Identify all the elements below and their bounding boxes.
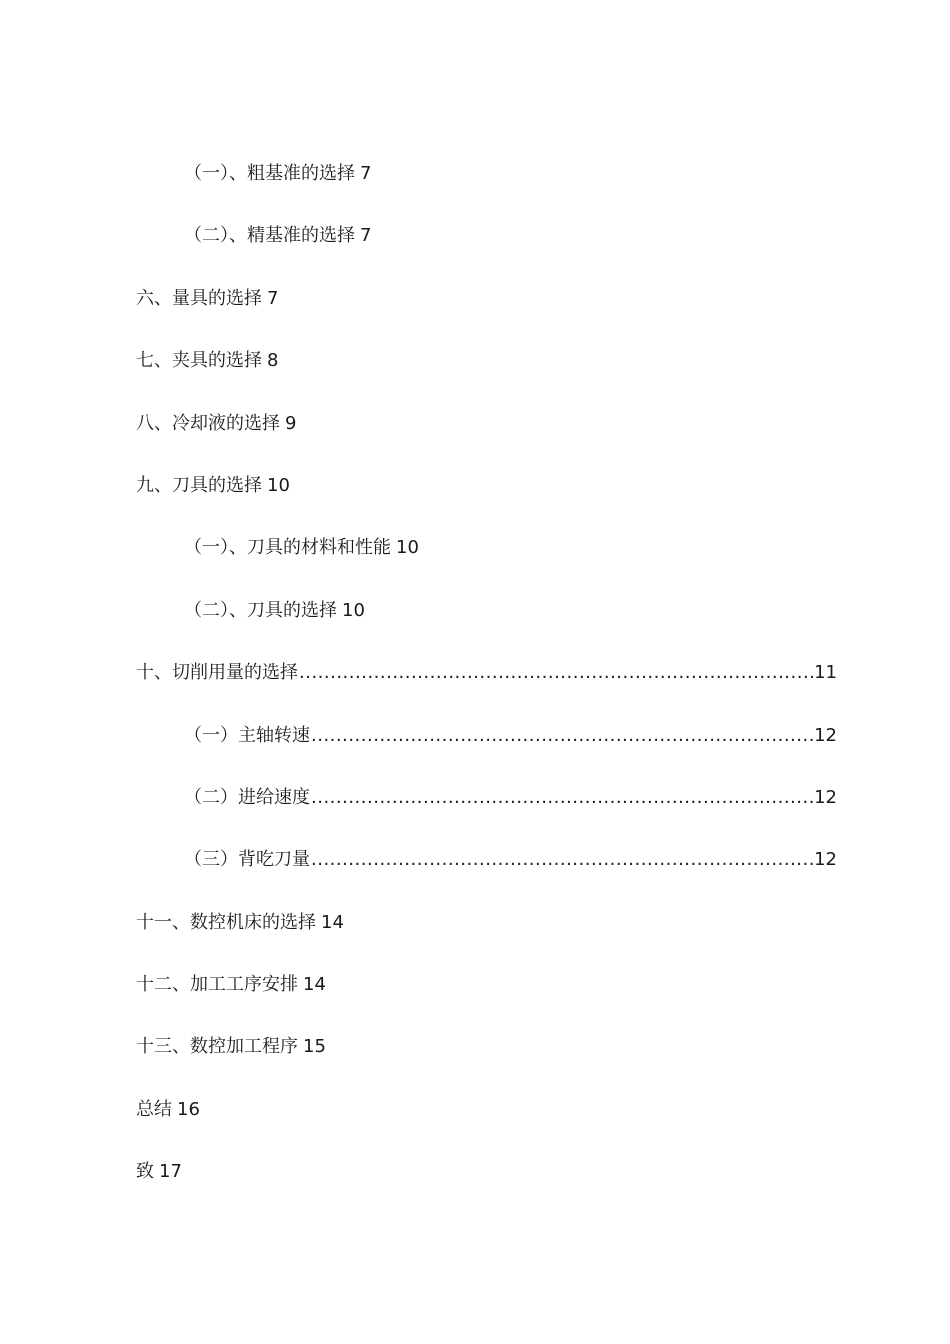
toc-entry-page-number: 10: [396, 537, 419, 559]
toc-entry[interactable]: [136, 1030, 837, 1092]
toc-entry[interactable]: [136, 843, 837, 905]
toc-entry-title: （三）背吃刀量: [184, 849, 310, 871]
toc-entry-title: （二）进给速度: [184, 786, 310, 808]
toc-entry-title: （一）、粗基准的选择: [184, 163, 355, 184]
toc-entry-title: 致: [136, 1161, 154, 1183]
toc-entry-page-number: 10: [267, 474, 290, 496]
toc-entry-title: 六、量具的选择: [136, 287, 262, 309]
toc-entry-page-number: 12: [814, 849, 837, 871]
toc-entry-page-number: 7: [360, 163, 372, 184]
toc-entry-page-number: 12: [814, 724, 837, 746]
toc-entry-title: （二）、精基准的选择: [184, 225, 355, 247]
toc-entry[interactable]: [136, 219, 837, 281]
table-of-contents: [136, 157, 837, 1218]
toc-dot-leader: [299, 656, 813, 690]
toc-entry-page-number: 7: [360, 225, 372, 247]
toc-entry-page-number: 12: [814, 786, 837, 808]
toc-entry[interactable]: [136, 344, 837, 406]
toc-entry-page-number: 16: [177, 1098, 200, 1120]
toc-entry[interactable]: [136, 719, 837, 781]
toc-entry[interactable]: [136, 157, 837, 219]
toc-entry[interactable]: [136, 407, 837, 469]
toc-entry-page-number: 14: [321, 911, 344, 933]
toc-entry-title: （一）、刀具的材料和性能: [184, 537, 391, 559]
toc-entry-title: 十一、数控机床的选择: [136, 911, 316, 933]
toc-entry-page-number: 14: [303, 974, 326, 996]
toc-entry-title: 十二、加工工序安排: [136, 974, 298, 996]
toc-entry[interactable]: [136, 1093, 837, 1155]
toc-dot-leader: [311, 781, 813, 815]
toc-entry[interactable]: [136, 781, 837, 843]
toc-entry[interactable]: [136, 282, 837, 344]
toc-entry-title: 十三、数控加工程序: [136, 1036, 298, 1058]
toc-entry[interactable]: [136, 1155, 837, 1217]
toc-entry-title: （二）、刀具的选择: [184, 599, 337, 621]
toc-entry-title: 七、夹具的选择: [136, 350, 262, 372]
toc-entry-title: （一）主轴转速: [184, 724, 310, 746]
toc-entry[interactable]: [136, 531, 837, 593]
toc-entry-page-number: 17: [159, 1161, 182, 1183]
toc-entry[interactable]: [136, 656, 837, 718]
toc-entry-title: 八、冷却液的选择: [136, 412, 280, 434]
toc-entry-title: 九、刀具的选择: [136, 474, 262, 496]
toc-entry-page-number: 10: [342, 599, 365, 621]
toc-entry[interactable]: [136, 906, 837, 968]
toc-dot-leader: [311, 719, 813, 753]
toc-entry-title: 十、切削用量的选择: [136, 662, 298, 684]
toc-dot-leader: [311, 843, 813, 877]
toc-entry-page-number: 7: [267, 287, 279, 309]
toc-entry-title: 总结: [136, 1098, 172, 1120]
toc-entry-page-number: 9: [285, 412, 297, 434]
toc-entry-page-number: 8: [267, 350, 279, 372]
toc-entry[interactable]: [136, 594, 837, 656]
toc-entry-page-number: 11: [814, 662, 837, 684]
toc-entry[interactable]: [136, 469, 837, 531]
toc-entry[interactable]: [136, 968, 837, 1030]
toc-entry-page-number: 15: [303, 1036, 326, 1058]
